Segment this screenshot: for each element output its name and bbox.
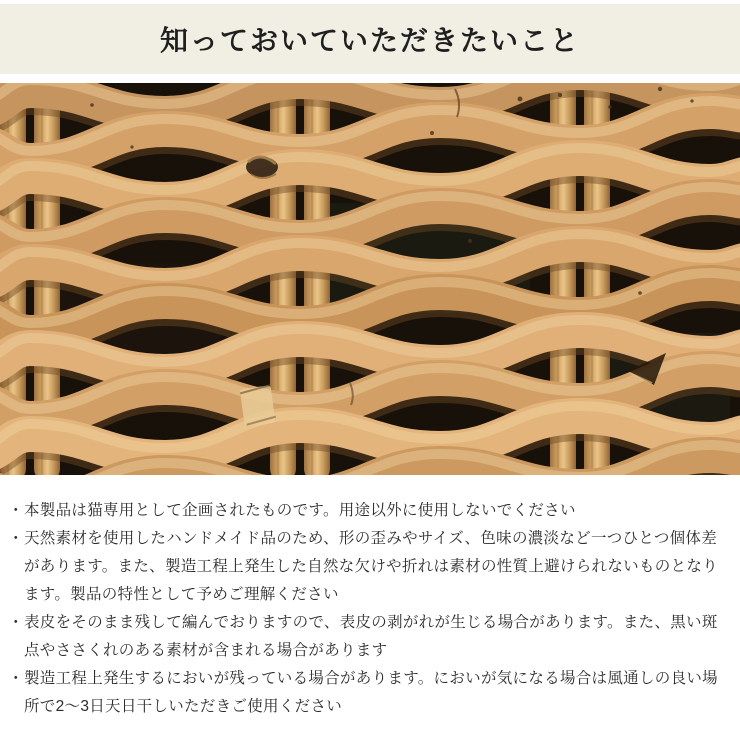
bullet-marker: ・ [8,614,24,631]
note-text: 表皮をそのまま残して編んでおりますので、表皮の剥がれが生じる場合があります。また、黒い斑点やささくれのある素材が含まれる場合があります [24,614,718,659]
wicker-basket-photo [0,83,740,475]
section-title: 知っておいていただきたいこと [159,25,580,56]
note-text: 天然素材を使用したハンドメイド品のため、形の歪みやサイズ、色味の濃淡など一つひとつ個体差があります。また、製造工程上発生した自然な欠けや折れは素材の性質上避けられないものとなります。製品の特性として予めご理解ください [24,530,718,603]
page [0,4,740,744]
note-item [8,665,728,721]
bullet-marker: ・ [8,530,24,547]
bullet-marker: ・ [8,502,24,519]
bullet-marker: ・ [8,670,24,687]
note-text: 本製品は猫専用として企画されたものです。用途以外に使用しないでください [24,502,576,519]
note-text: 製造工程上発生するにおいが残っている場合があります。においが気になる場合は風通しの良い場所で2〜3日天日干しいただきご使用ください [24,670,718,715]
section-header [0,4,740,74]
note-item [8,497,728,525]
note-item [8,609,728,665]
wicker-weave-illustration [0,83,740,475]
note-item [8,525,728,609]
product-notes [0,475,740,721]
